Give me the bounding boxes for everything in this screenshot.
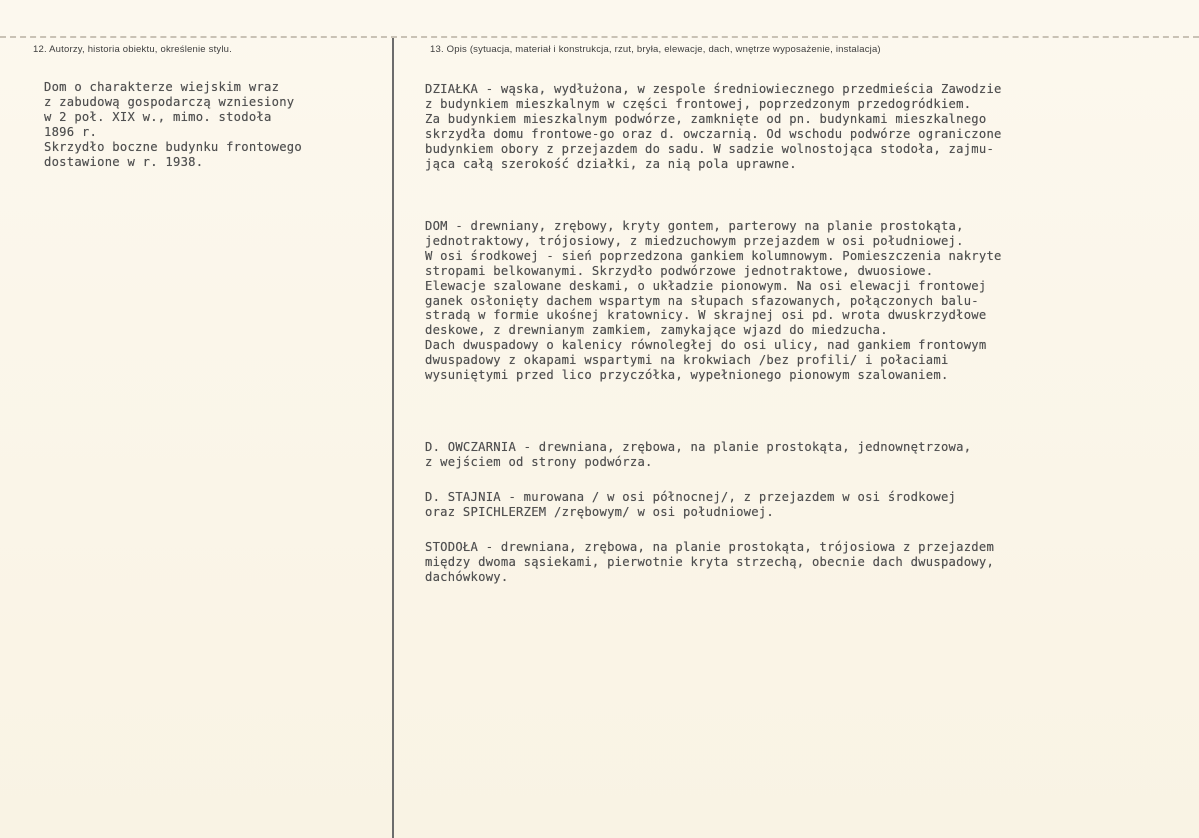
- barn-description: STODOŁA - drewniana, zrębowa, na planie prostokąta, trójosiowa z przejazdem między dwoma sąsiekami, pierwotnie kryta strzechą, obecnie dach dwuspadowy, dachówkowy.: [425, 540, 995, 584]
- top-perforation-line: [0, 36, 1199, 38]
- history-text: Dom o charakterze wiejskim wraz z zabudową gospodarczą wzniesiony w 2 poł. XIX w., mimo. stodoła 1896 r. Skrzydło boczne budynku frontowego dostawione w r. 1938.: [44, 80, 302, 169]
- section-13-header: 13. Opis (sytuacja, materiał i konstrukcja, rzut, bryła, elewacje, dach, wnętrze wyposażenie, instalacja): [430, 44, 881, 55]
- plot-description: DZIAŁKA - wąska, wydłużona, w zespole średniowiecznego przedmieścia Zawodzie z budynkiem mieszkalnym w części frontowej, poprzedzonym przedogródkiem. Za budynkiem mieszkalnym podwórze, zamknięte od pn. budynkami mieszkalnego skrzydła domu frontowe-go oraz d. owczarnią. Od wschodu podwórze ograniczone budynkiem obory z przejazdem do sadu. W sadzie wolnostojąca stodoła, zajmu- jąca całą szerokość działki, za nią pola uprawne.: [425, 82, 1002, 171]
- house-description: DOM - drewniany, zrębowy, kryty gontem, parterowy na planie prostokąta, jednotraktowy, trójosiowy, z miedzuchowym przejazdem w osi południowej. W osi środkowej - sień poprzedzona gankiem kolumnowym. Pomieszczenia nakryte stropami belkowanymi. Skrzydło podwórzowe jednotraktowe, dwuosiowe. Elewacje szalowane deskami, o układzie pionowym. Na osi elewacji frontowej ganek osłonięty dachem wspartym na słupach sfazowanych, połączonych balu- stradą w formie ukośnej kratownicy. W skrajnej osi pd. wrota dwuskrzydłowe deskowe, z drewnianym zamkiem, zamykające wjazd do miedzucha. Dach dwuspadowy o kalenicy równoległej do osi ulicy, nad gankiem frontowym dwuspadowy z okapami wspartymi na krokwiach /bez profili/ i połaciami wysuniętymi przed lico przyczółka, wypełnionego pionowym szalowaniem.: [425, 219, 1002, 383]
- section-12-header: 12. Autorzy, historia obiektu, określenie stylu.: [33, 44, 232, 55]
- sheepfold-description: D. OWCZARNIA - drewniana, zrębowa, na planie prostokąta, jednownętrzowa, z wejściem od strony podwórza.: [425, 440, 972, 469]
- column-divider: [392, 38, 394, 838]
- stable-description: D. STAJNIA - murowana / w osi północnej/, z przejazdem w osi środkowej oraz SPICHLERZEM /zrębowym/ w osi południowej.: [425, 490, 957, 519]
